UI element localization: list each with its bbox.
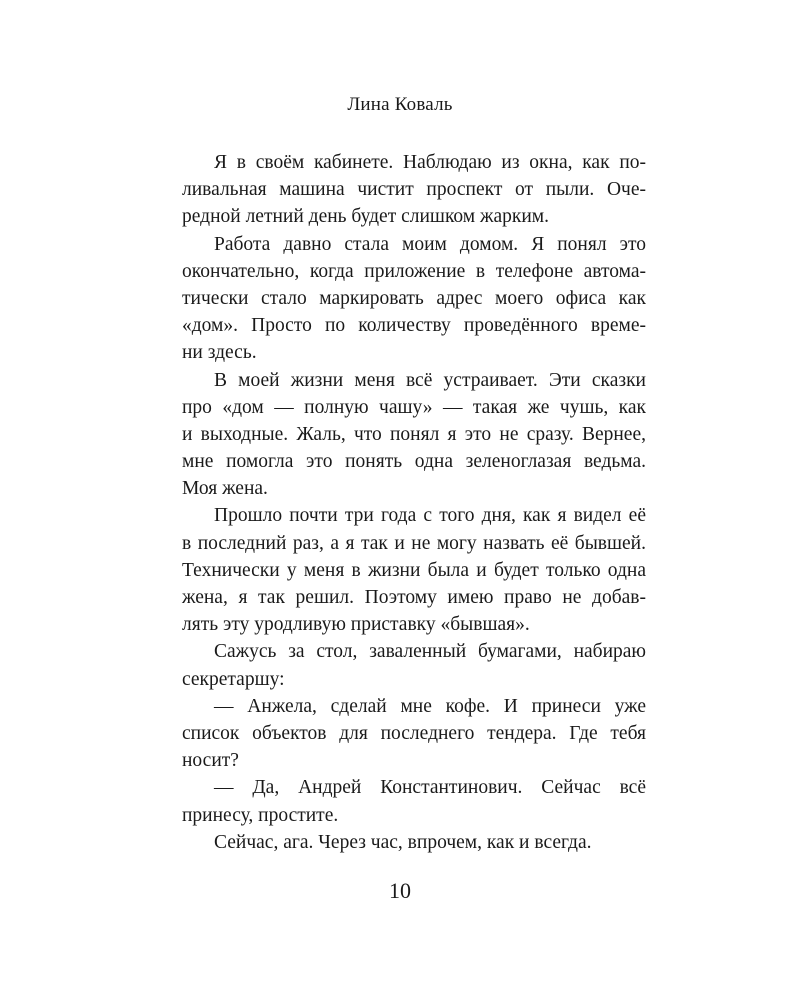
text-line: и выходные. Жаль, что понял я это не сразу. Вернее, [182,423,646,445]
text-line: Я в своём кабинете. Наблюдаю из окна, как по- [214,152,646,173]
running-head: Лина Коваль [347,94,453,115]
text-line: лять эту уродливую приставку «бывшая». [182,614,530,636]
text-line: принесу, простите. [182,804,339,826]
text-line: — Анжела, сделай мне кофе. И принеси уже [214,695,646,717]
text-line: Сейчас, ага. Через час, впрочем, как и всегда. [214,831,592,853]
text-line: список объектов для последнего тендера. Где тебя [182,722,646,744]
text-line: Технически у меня в жизни была и будет только одна [182,559,646,581]
text-line: мне помогла это понять одна зеленоглазая ведьма. [182,451,646,473]
text-line: в последний раз, а я так и не могу назвать её бывшей. [182,532,646,554]
body-text [182,149,646,856]
page-number: 10 [389,878,411,903]
text-line: — Да, Андрей Константинович. Сейчас всё [214,777,646,799]
text-line: окончательно, когда приложение в телефоне автома- [182,260,646,282]
text-line: секретаршу: [182,668,285,690]
text-line: тически стало маркировать адрес моего офиса как [182,287,646,309]
text-line: В моей жизни меня всё устраивает. Эти сказки [214,369,646,391]
text-line: ни здесь. [182,342,257,364]
text-line: носит? [182,750,239,772]
text-line: Сажусь за стол, заваленный бумагами, набираю [214,641,646,663]
text-line: Работа давно стала моим домом. Я понял это [214,233,646,255]
text-line: редной летний день будет слишком жарким. [182,206,550,228]
text-line: про «дом — полную чашу» — такая же чушь, как [182,396,646,418]
text-line: Моя жена. [182,478,268,500]
text-line: «дом». Просто по количеству проведённого време- [182,315,646,337]
text-line: Прошло почти три года с того дня, как я видел её [214,505,646,527]
text-line: жена, я так решил. Поэтому имею право не добав- [182,587,646,608]
text-line: ливальная машина чистит проспект от пыли. Оче- [182,179,646,201]
